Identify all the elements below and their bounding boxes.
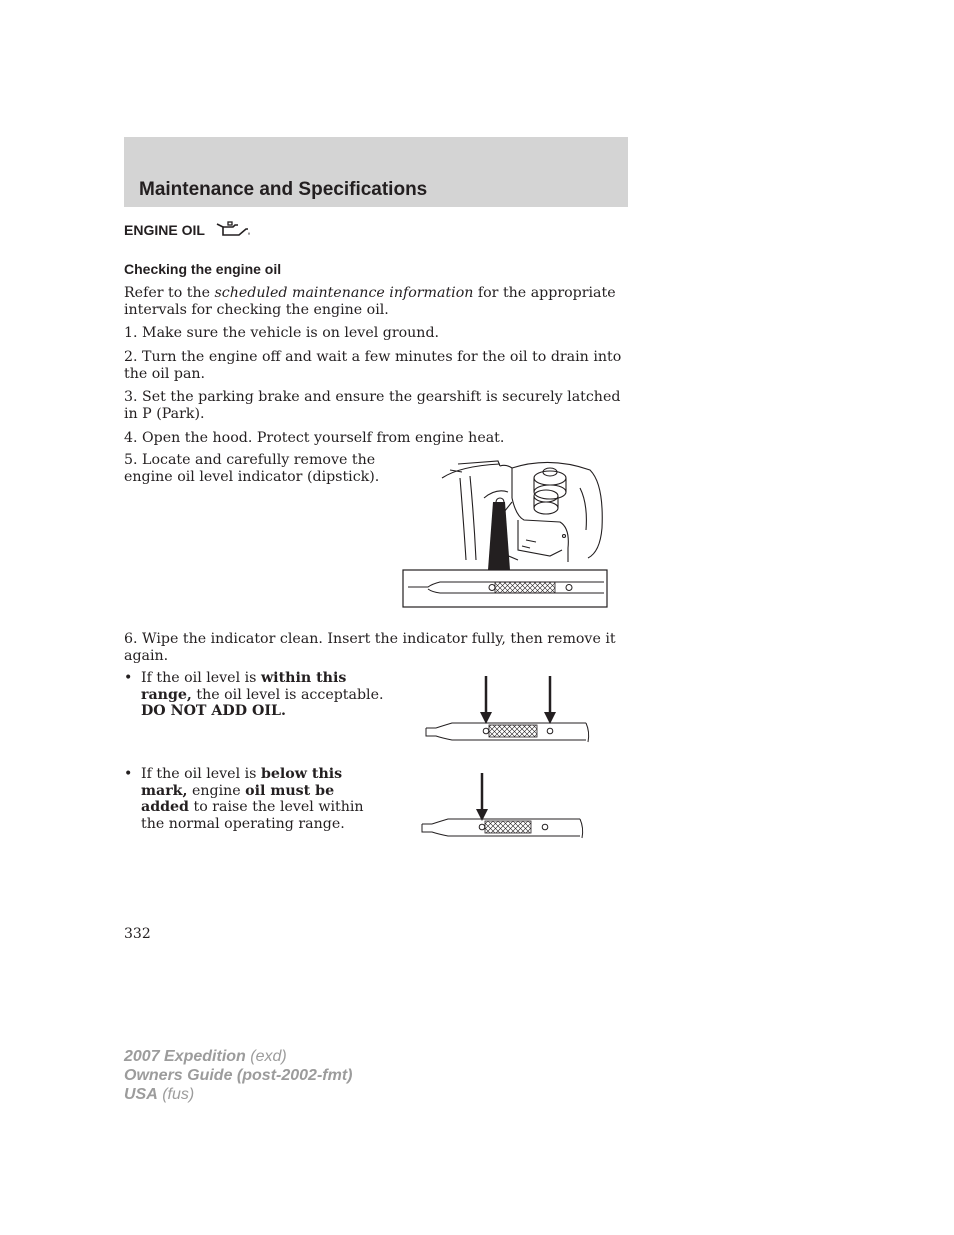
bullet-text xyxy=(141,766,386,832)
step-6: 6. Wipe the indicator clean. Insert the indicator fully, then remove it again. xyxy=(124,631,616,664)
arrow-down-icon xyxy=(476,773,488,821)
footer-market-code: (fus) xyxy=(157,1086,195,1103)
bullet-text-part: the oil level is acceptable. xyxy=(191,686,384,703)
intro-emphasis: scheduled maintenance information xyxy=(214,285,474,301)
intro-prefix: Refer to the xyxy=(124,285,215,301)
footer-guide: Owners Guide (post-2002-fmt) xyxy=(124,1067,353,1084)
intro-paragraph xyxy=(124,285,630,318)
oil-can-icon xyxy=(215,220,251,238)
intro-suffix: for the appropriate intervals for checking the engine oil. xyxy=(124,285,616,318)
page-number: 332 xyxy=(124,926,151,942)
footer-line-3 xyxy=(124,1085,352,1104)
dipstick-low-diagram xyxy=(418,771,590,841)
bullet-text xyxy=(141,670,386,720)
step-3: 3. Set the parking brake and ensure the gearshift is securely latched in P (Park). xyxy=(124,389,621,422)
section-heading xyxy=(124,222,251,240)
footer-line-1 xyxy=(124,1047,352,1066)
dipstick-range-diagram xyxy=(422,674,594,744)
bullet-bold-part: below this mark, xyxy=(141,766,343,799)
bullet-text-part: engine xyxy=(187,782,246,799)
step-4: 4. Open the hood. Protect yourself from engine heat. xyxy=(124,430,505,446)
bullet-bold-part: within this range, xyxy=(141,670,347,703)
footer-model-code: (exd) xyxy=(245,1048,287,1065)
step-5: 5. Locate and carefully remove the engine oil level indicator (dipstick). xyxy=(124,452,380,485)
engine-dipstick-illustration xyxy=(400,458,612,610)
bullet-marker: • xyxy=(124,670,133,686)
footer-line-2 xyxy=(124,1066,352,1085)
footer-market: USA xyxy=(124,1086,158,1103)
step-2: 2. Turn the engine off and wait a few minutes for the oil to drain into the oil pan. xyxy=(124,349,622,382)
footer xyxy=(124,1047,352,1104)
bullet-bold-part: DO NOT ADD OIL. xyxy=(141,703,286,719)
bullet-text-part: If the oil level is xyxy=(141,670,261,686)
step-1: 1. Make sure the vehicle is on level ground. xyxy=(124,325,440,341)
header-band xyxy=(124,137,628,207)
bullet-text-part: If the oil level is xyxy=(141,766,261,782)
footer-model: 2007 Expedition xyxy=(124,1048,246,1065)
bullet-marker: • xyxy=(124,766,133,782)
arrow-down-icon xyxy=(544,676,556,724)
bullet-bold-part: oil must be added xyxy=(141,782,335,815)
subsection-title: Checking the engine oil xyxy=(124,261,282,277)
page-title: Maintenance and Specifications xyxy=(139,179,428,200)
bullet-text-part: to raise the level within the normal operating range. xyxy=(141,799,364,832)
arrow-down-icon xyxy=(480,676,492,724)
section-title: ENGINE OIL xyxy=(124,222,205,238)
